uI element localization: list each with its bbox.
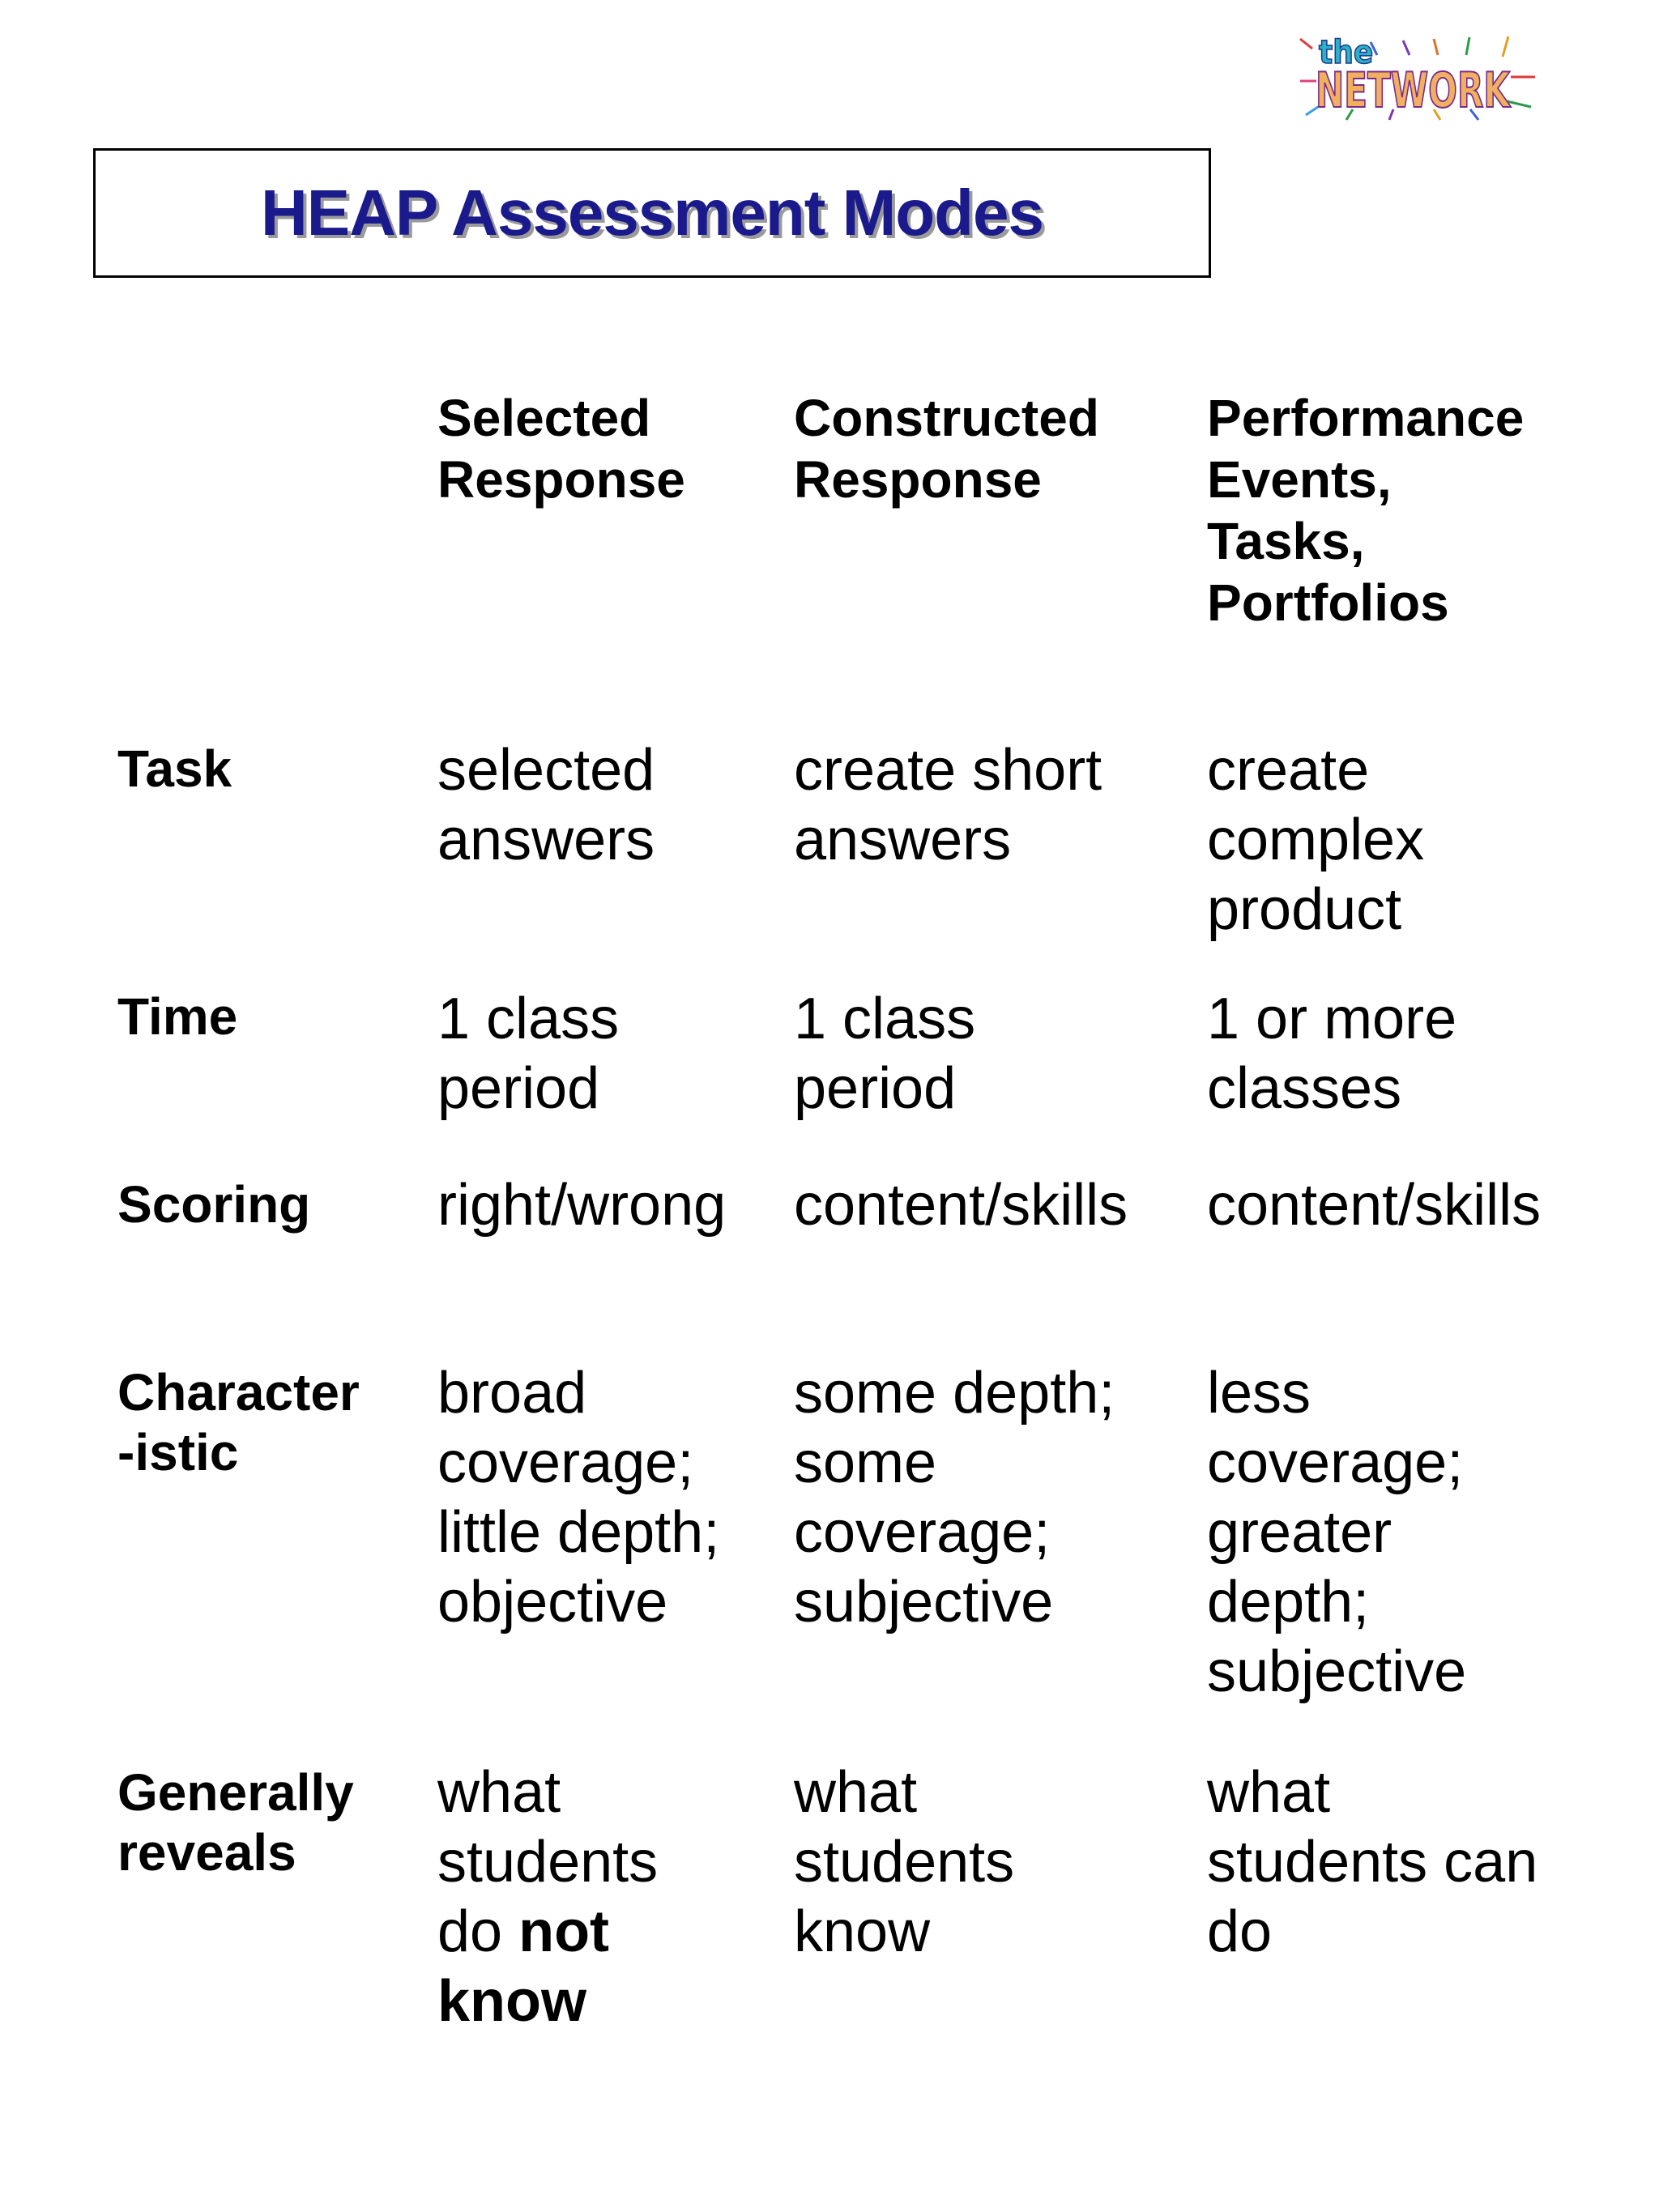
row-label-characteristic: [117, 1362, 360, 1482]
title-box: [93, 148, 1211, 278]
table-cell: [1207, 1358, 1466, 1707]
table-cell: [794, 1170, 1128, 1240]
row-label-line: reveals: [117, 1823, 296, 1882]
table-cell: [1207, 735, 1424, 944]
column-header-line: Response: [437, 450, 685, 509]
cell-line: coverage;: [437, 1430, 694, 1495]
cell-line: subjective: [1207, 1639, 1467, 1704]
table-cell: [437, 1170, 726, 1240]
network-logo-graphic: [1296, 32, 1539, 121]
cell-line: period: [437, 1056, 600, 1121]
cell-line: selected: [437, 738, 655, 803]
table-cell: [794, 1758, 1014, 1967]
logo-network-text: NETWORK: [1316, 62, 1512, 119]
table-cell: [437, 1358, 719, 1637]
column-header-line: Constructed: [794, 389, 1099, 447]
cell-line: some: [794, 1430, 937, 1495]
cell-line: less: [1207, 1361, 1311, 1426]
cell-line: some depth;: [794, 1361, 1115, 1426]
cell-line: classes: [1207, 1056, 1402, 1121]
cell-text: do: [437, 1899, 519, 1964]
cell-line: create: [1207, 738, 1370, 803]
column-header-line: Events,: [1207, 450, 1392, 509]
column-header-line: Performance: [1207, 389, 1525, 447]
row-label-line: Generally: [117, 1763, 354, 1822]
cell-line: what: [794, 1760, 918, 1825]
cell-line: students: [794, 1830, 1015, 1894]
table-cell: [1207, 1758, 1537, 1967]
table-cell: [437, 1758, 658, 2036]
cell-line: know: [794, 1899, 931, 1964]
column-header-constructed-response: [794, 387, 1099, 510]
cell-line: right/wrong: [437, 1173, 727, 1238]
page-title: HEAP Assessment Modes: [260, 177, 1044, 249]
cell-line: content/skills: [794, 1173, 1128, 1238]
cell-line: do: [1207, 1899, 1273, 1964]
table-cell: [437, 984, 619, 1123]
cell-line: greater: [1207, 1500, 1392, 1565]
column-header-performance: [1207, 387, 1524, 633]
cell-line: complex: [1207, 808, 1425, 872]
cell-line: what: [437, 1760, 561, 1825]
cell-line: students can: [1207, 1830, 1538, 1894]
cell-line: little depth;: [437, 1500, 720, 1565]
cell-line: [437, 1967, 658, 2036]
network-logo: [1296, 32, 1539, 121]
column-header-selected-response: [437, 387, 685, 510]
emphasis-text: not: [518, 1899, 610, 1964]
cell-line: depth;: [1207, 1570, 1370, 1634]
cell-line: subjective: [794, 1570, 1054, 1634]
cell-line: students: [437, 1830, 659, 1894]
row-label-line: Task: [117, 739, 232, 798]
cell-line: what: [1207, 1760, 1331, 1825]
column-header-line: Selected: [437, 389, 651, 447]
column-header-line: Tasks,: [1207, 512, 1365, 570]
table-cell: [794, 1358, 1115, 1637]
cell-line: [437, 1897, 658, 1967]
cell-line: content/skills: [1207, 1173, 1542, 1238]
cell-line: create short: [794, 738, 1102, 803]
cell-line: coverage;: [1207, 1430, 1464, 1495]
table-cell: [437, 735, 655, 875]
cell-line: 1 class: [437, 987, 620, 1051]
table-cell: [794, 984, 975, 1123]
row-label-generally-reveals: [117, 1762, 354, 1882]
row-label-scoring: [117, 1174, 310, 1234]
table-cell: [1207, 1170, 1541, 1240]
cell-line: product: [1207, 877, 1402, 942]
column-header-line: Response: [794, 450, 1042, 509]
cell-line: objective: [437, 1570, 668, 1634]
row-label-time: [117, 987, 237, 1046]
table-cell: [794, 735, 1102, 875]
row-label-line: Time: [117, 987, 238, 1046]
emphasis-text: know: [437, 1969, 587, 2034]
cell-line: broad: [437, 1361, 587, 1426]
row-label-line: Character: [117, 1363, 360, 1421]
table-cell: [1207, 984, 1456, 1123]
row-label-line: Scoring: [117, 1175, 311, 1234]
cell-line: answers: [794, 808, 1012, 872]
cell-line: answers: [437, 808, 655, 872]
logo-the-text: the: [1319, 34, 1374, 71]
row-label-task: [117, 739, 232, 799]
row-label-line: -istic: [117, 1423, 239, 1481]
cell-line: coverage;: [794, 1500, 1051, 1565]
column-header-line: Portfolios: [1207, 573, 1449, 632]
cell-line: 1 class: [794, 987, 976, 1051]
cell-line: 1 or more: [1207, 987, 1457, 1051]
cell-line: period: [794, 1056, 957, 1121]
